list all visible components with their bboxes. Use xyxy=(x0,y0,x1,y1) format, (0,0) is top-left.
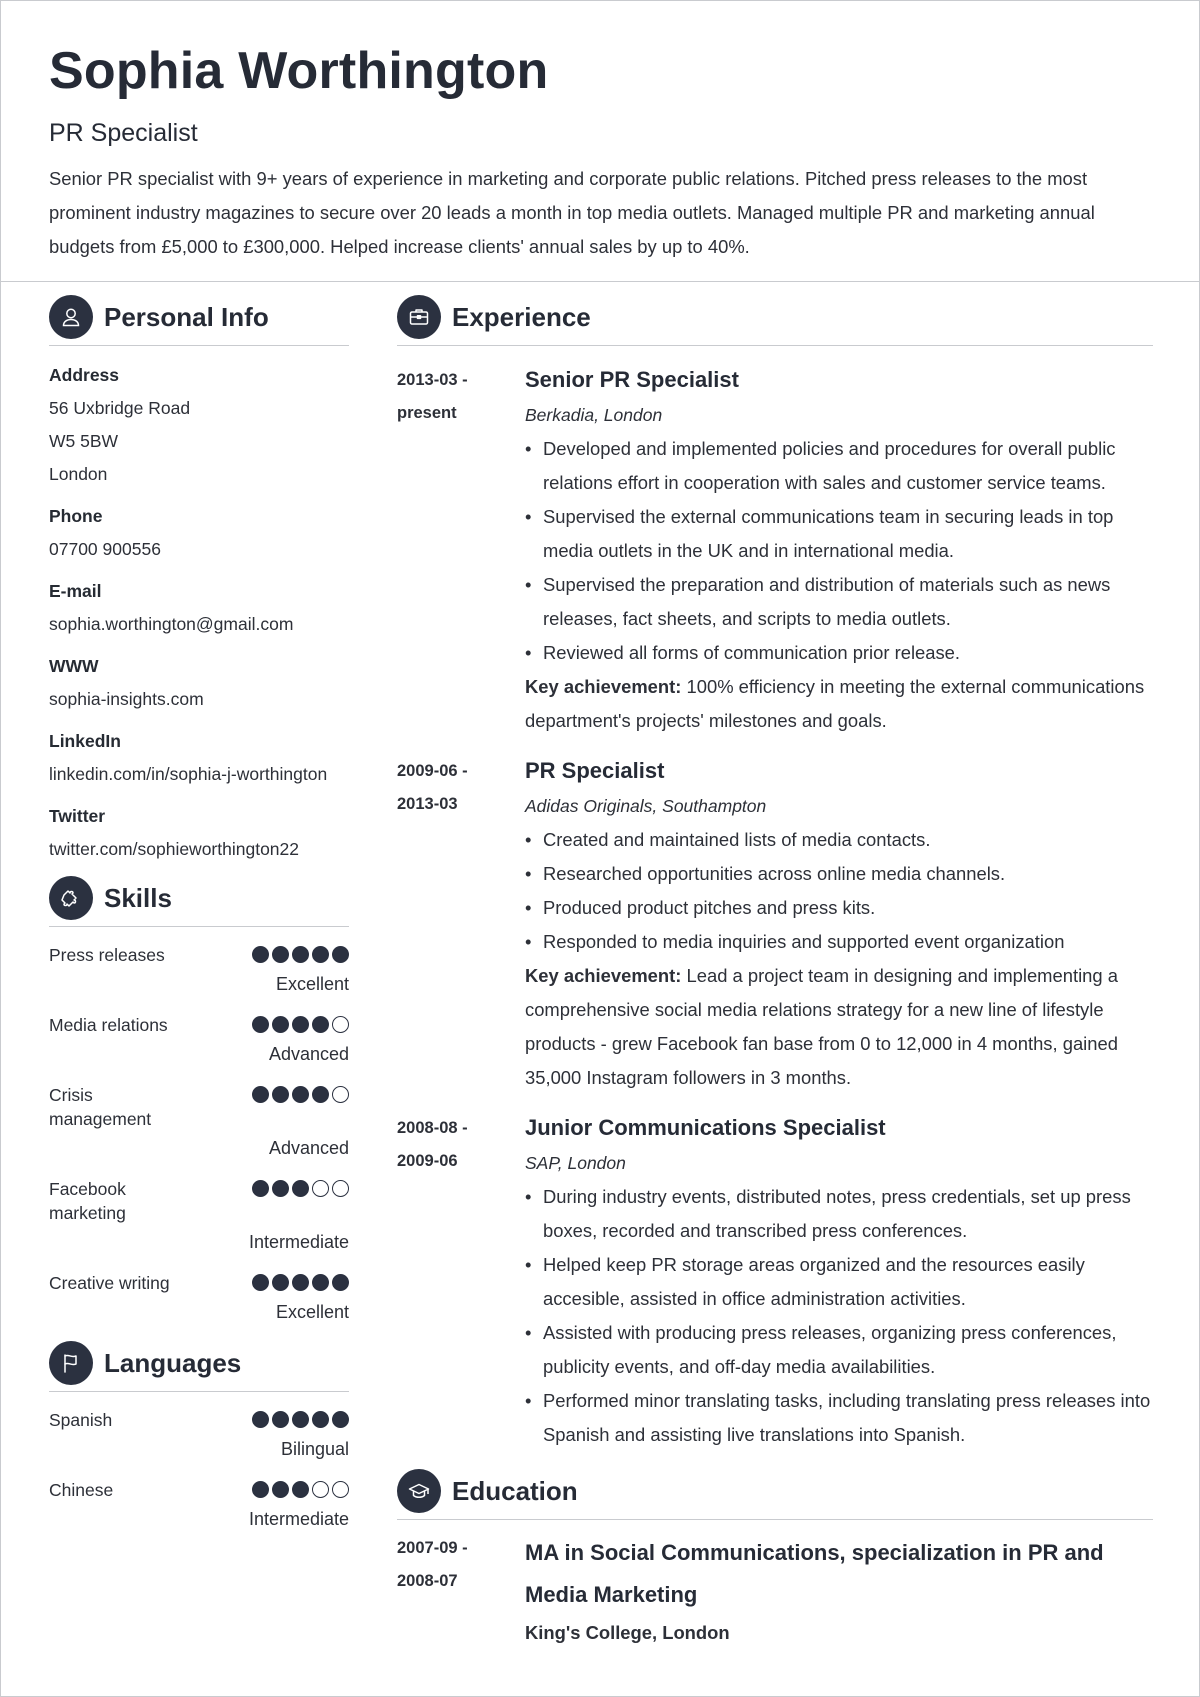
skills-name: Press releases xyxy=(49,945,165,965)
rating-dot-filled xyxy=(272,1481,289,1498)
skills-row xyxy=(49,1013,349,1066)
education-date-end: 2008-07 xyxy=(397,1572,458,1590)
job-title: Senior PR Specialist xyxy=(525,367,739,392)
education-title: Education xyxy=(452,1475,578,1506)
address-line-3: London xyxy=(49,464,108,484)
education-date xyxy=(397,1532,525,1650)
rating-dot-filled xyxy=(332,1274,349,1291)
education-entry xyxy=(397,1532,1153,1650)
languages-rating-dots xyxy=(252,1481,349,1498)
job-entry xyxy=(397,1112,1153,1452)
skills-row xyxy=(49,1083,349,1160)
job-date-end: present xyxy=(397,404,457,422)
skills-rating-dots xyxy=(252,1086,349,1103)
skills-name: Facebook marketing xyxy=(49,1179,126,1223)
skills-row xyxy=(49,1271,349,1324)
jobs-list xyxy=(397,364,1153,1452)
rating-dot-filled xyxy=(252,1016,269,1033)
personal-info-title: Personal Info xyxy=(104,301,269,332)
rating-dot-filled xyxy=(272,1180,289,1197)
rating-dot-empty xyxy=(332,1180,349,1197)
email-block xyxy=(49,575,349,641)
rating-dot-filled xyxy=(292,1481,309,1498)
rating-dot-filled xyxy=(252,1481,269,1498)
skills-row xyxy=(49,943,349,996)
job-date xyxy=(397,364,525,738)
graduation-cap-icon xyxy=(397,1469,441,1513)
skills-rating-dots xyxy=(252,1016,349,1033)
address-line-1: 56 Uxbridge Road xyxy=(49,398,191,418)
twitter-label: Twitter xyxy=(49,806,106,826)
job-bullets xyxy=(525,1180,1153,1452)
skills-list xyxy=(49,943,349,1324)
skills-level: Advanced xyxy=(268,1138,349,1158)
phone-label: Phone xyxy=(49,506,103,526)
key-achievement-label: Key achievement: xyxy=(525,965,682,986)
phone-value: 07700 900556 xyxy=(49,539,161,559)
skills-level: Excellent xyxy=(275,974,349,994)
skills-heading xyxy=(49,876,349,927)
skills-name: Media relations xyxy=(49,1015,168,1035)
rating-dot-filled xyxy=(312,1411,329,1428)
skills-item xyxy=(49,943,349,967)
job-date xyxy=(397,755,525,1095)
email-value: sophia.worthington@gmail.com xyxy=(49,614,294,634)
linkedin-value: linkedin.com/in/sophia-j-worthington xyxy=(49,764,328,784)
job-bullet: • Researched opportunities across online media channels. xyxy=(525,857,1153,891)
job-title: PR Specialist xyxy=(525,758,665,783)
job-date-start: 2013-03 - xyxy=(397,371,468,389)
resume-header xyxy=(1,1,1199,282)
rating-dot-filled xyxy=(252,1411,269,1428)
skills-level: Excellent xyxy=(275,1302,349,1322)
job-date-start: 2008-08 - xyxy=(397,1119,468,1137)
personal-info-body xyxy=(49,359,349,866)
languages-title: Languages xyxy=(104,1347,242,1378)
job-bullet: • Produced product pitches and press kits. xyxy=(525,891,1153,925)
linkedin-block xyxy=(49,725,349,791)
key-achievement-label: Key achievement: xyxy=(525,676,682,697)
address-label: Address xyxy=(49,365,120,385)
personal-info-heading xyxy=(49,295,349,346)
rating-dot-empty xyxy=(332,1481,349,1498)
rating-dot-empty xyxy=(312,1180,329,1197)
job-date-end: 2013-03 xyxy=(397,795,458,813)
rating-dot-filled xyxy=(312,1086,329,1103)
key-achievement-text: 100% efficiency in meeting the external communications department's projects' milestones and goals. xyxy=(525,676,1145,731)
rating-dot-empty xyxy=(312,1481,329,1498)
job-entry xyxy=(397,755,1153,1095)
flag-icon xyxy=(49,1341,93,1385)
job-bullet: • Reviewed all forms of communication prior release. xyxy=(525,636,1153,670)
languages-rating-dots xyxy=(252,1411,349,1428)
left-column xyxy=(49,295,349,1548)
rating-dot-filled xyxy=(332,1411,349,1428)
skills-item xyxy=(49,1271,349,1295)
skills-item xyxy=(49,1083,349,1131)
job-bullets xyxy=(525,823,1153,959)
www-block xyxy=(49,650,349,716)
job-bullet: • Supervised the preparation and distribution of materials such as news releases, fact sheets, and scripts to media outlets. xyxy=(525,568,1153,636)
job-date xyxy=(397,1112,525,1452)
experience-heading xyxy=(397,295,1153,346)
briefcase-icon xyxy=(397,295,441,339)
user-icon xyxy=(49,295,93,339)
job-company: Adidas Originals, Southampton xyxy=(525,796,767,816)
phone-block xyxy=(49,500,349,566)
job-bullet: • Supervised the external communications team in securing leads in top media outlets in the UK and in international media. xyxy=(525,500,1153,568)
languages-item xyxy=(49,1478,349,1502)
job-entry xyxy=(397,364,1153,738)
job-bullet: • Assisted with producing press releases, organizing press conferences, publicity events, and off-day media availabilities. xyxy=(525,1316,1153,1384)
job-body xyxy=(525,1112,1153,1452)
skills-name: Crisis management xyxy=(49,1085,152,1129)
profile-summary: Senior PR specialist with 9+ years of experience in marketing and corporate public relations. Pitched press releases to the most prominent industry magazines to secure over 20 leads a month in top media outlets. Managed multiple PR and marketing annual budgets from £5,000 to £300,000. Helped increase clients' annual sales by up to 40%. xyxy=(49,168,1095,257)
rating-dot-filled xyxy=(252,1274,269,1291)
rating-dot-filled xyxy=(272,1411,289,1428)
rating-dot-filled xyxy=(292,1016,309,1033)
rating-dot-empty xyxy=(332,1086,349,1103)
key-achievement xyxy=(525,670,1153,738)
rating-dot-filled xyxy=(312,1274,329,1291)
job-body xyxy=(525,364,1153,738)
languages-level: Bilingual xyxy=(280,1439,349,1459)
education-heading xyxy=(397,1469,1153,1520)
languages-row xyxy=(49,1478,349,1531)
twitter-value: twitter.com/sophieworthington22 xyxy=(49,839,299,859)
job-bullet: • During industry events, distributed notes, press credentials, set up press boxes, recorded and transcribed press conferences. xyxy=(525,1180,1153,1248)
linkedin-label: LinkedIn xyxy=(49,731,121,751)
job-bullet: • Performed minor translating tasks, including translating press releases into Spanish and assisting live translations into Spanish. xyxy=(525,1384,1153,1452)
languages-heading xyxy=(49,1341,349,1392)
languages-row xyxy=(49,1408,349,1461)
rating-dot-filled xyxy=(252,946,269,963)
skills-rating-dots xyxy=(252,1180,349,1197)
rating-dot-empty xyxy=(332,1016,349,1033)
right-column xyxy=(397,295,1153,1650)
candidate-name: Sophia Worthington xyxy=(49,42,549,100)
education-degree: MA in Social Communications, specialization in PR and Media Marketing xyxy=(525,1540,1104,1607)
rating-dot-filled xyxy=(252,1086,269,1103)
job-date-start: 2009-06 - xyxy=(397,762,468,780)
rating-dot-filled xyxy=(292,1086,309,1103)
skills-title: Skills xyxy=(104,882,172,913)
education-date-start: 2007-09 - xyxy=(397,1539,468,1557)
puzzle-icon xyxy=(49,876,93,920)
www-value: sophia-insights.com xyxy=(49,689,204,709)
skills-item xyxy=(49,1013,349,1037)
skills-item xyxy=(49,1177,349,1225)
rating-dot-filled xyxy=(272,1016,289,1033)
job-date-end: 2009-06 xyxy=(397,1152,458,1170)
experience-title: Experience xyxy=(452,301,591,332)
job-bullet: • Created and maintained lists of media contacts. xyxy=(525,823,1153,857)
key-achievement-text: Lead a project team in designing and implementing a comprehensive social media relations strategy for a new line of lifestyle products - grew Facebook fan base from 0 to 12,000 in 4 months, gained 35,000 Instagram followers in 3 months. xyxy=(525,965,1118,1088)
skills-rating-dots xyxy=(252,1274,349,1291)
rating-dot-filled xyxy=(272,1086,289,1103)
rating-dot-filled xyxy=(312,946,329,963)
skills-name: Creative writing xyxy=(49,1273,170,1293)
job-bullet: • Responded to media inquiries and supported event organization xyxy=(525,925,1153,959)
job-company: SAP, London xyxy=(525,1153,626,1173)
languages-name: Chinese xyxy=(49,1480,114,1500)
address-block xyxy=(49,359,349,491)
languages-item xyxy=(49,1408,349,1432)
rating-dot-filled xyxy=(292,1274,309,1291)
rating-dot-filled xyxy=(292,1180,309,1197)
job-body xyxy=(525,755,1153,1095)
languages-list xyxy=(49,1408,349,1531)
rating-dot-filled xyxy=(272,946,289,963)
job-company: Berkadia, London xyxy=(525,405,663,425)
skills-row xyxy=(49,1177,349,1254)
education-school: King's College, London xyxy=(525,1622,730,1643)
skills-level: Intermediate xyxy=(248,1232,349,1252)
skills-rating-dots xyxy=(252,946,349,963)
rating-dot-filled xyxy=(292,1411,309,1428)
languages-name: Spanish xyxy=(49,1410,113,1430)
education-body xyxy=(525,1532,1153,1650)
job-bullet: • Helped keep PR storage areas organized and the resources easily accesible, assisted in office administration activities. xyxy=(525,1248,1153,1316)
rating-dot-filled xyxy=(252,1180,269,1197)
key-achievement xyxy=(525,959,1153,1095)
skills-level: Advanced xyxy=(268,1044,349,1064)
job-title: Junior Communications Specialist xyxy=(525,1115,886,1140)
job-bullet: • Developed and implemented policies and procedures for overall public relations effort in cooperation with sales and customer service teams. xyxy=(525,432,1153,500)
job-bullets xyxy=(525,432,1153,670)
twitter-block xyxy=(49,800,349,866)
address-line-2: W5 5BW xyxy=(49,431,119,451)
languages-level: Intermediate xyxy=(248,1509,349,1529)
rating-dot-filled xyxy=(272,1274,289,1291)
candidate-title: PR Specialist xyxy=(49,119,198,147)
rating-dot-filled xyxy=(292,946,309,963)
www-label: WWW xyxy=(49,656,99,676)
rating-dot-filled xyxy=(332,946,349,963)
rating-dot-filled xyxy=(312,1016,329,1033)
email-label: E-mail xyxy=(49,581,102,601)
